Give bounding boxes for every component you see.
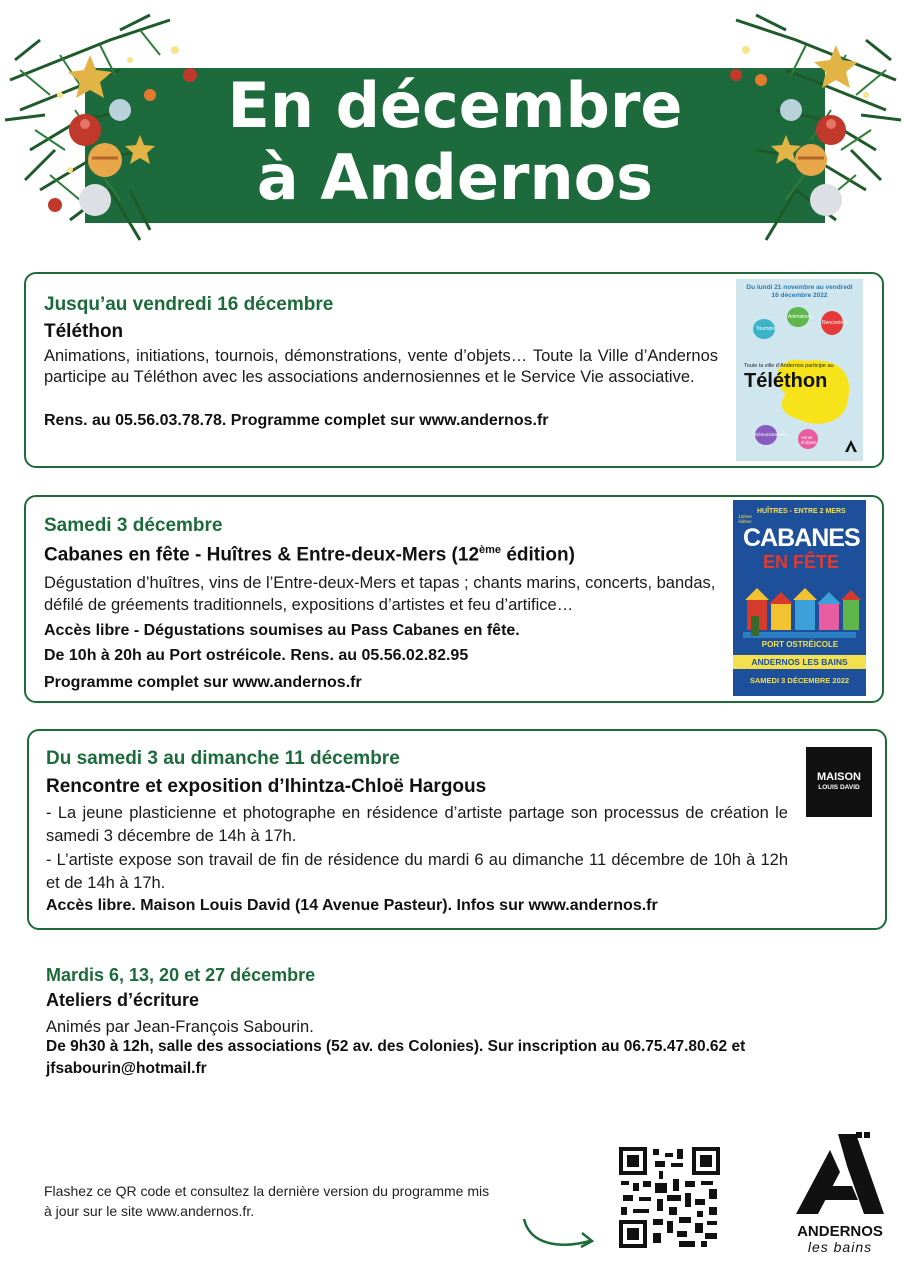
event-description: Dégustation d’huîtres, vins de l’Entre-deux-Mers et tapas ; chants marins, concerts, bandas, défilé de gréements traditionnels, expositions d’artistes et feu d’artifice… xyxy=(44,574,716,614)
poster-blob-label-1: Tournois xyxy=(756,326,775,332)
title-line-2: à Andernos xyxy=(256,141,654,214)
event-description: Animations, initiations, tournois, démonstrations, vente d’objets… Toute la Ville d’Andernos participe au Téléthon avec les associations andernosiennes et le Service Vie associative. xyxy=(44,347,718,386)
logo-line-1: MAISON xyxy=(817,771,861,783)
maison-louis-david-logo xyxy=(806,747,872,817)
qr-code[interactable] xyxy=(619,1147,720,1248)
logo-line-2: LOUIS DAVID xyxy=(818,784,860,791)
poster-dates: Du lundi 21 novembre au vendredi 16 décembre 2022 xyxy=(746,284,853,299)
poster-line2: EN FÊTE xyxy=(762,552,839,572)
event-date: Mardis 6, 13, 20 et 27 décembre xyxy=(46,965,316,985)
andernos-logo-mark xyxy=(790,1128,890,1223)
poster-port: PORT OSTRÉICOLE xyxy=(761,640,839,649)
event-description-exhibition: - L’artiste expose son travail de fin de résidence du mardi 6 au dimanche 11 décembre de 10h à 12h et de 14h à 17h. xyxy=(46,851,788,892)
header-banner xyxy=(0,0,906,250)
event-title xyxy=(44,544,575,566)
event-title-main: Cabanes en fête - Huîtres & Entre-deux-Mers (12 xyxy=(44,544,480,566)
event-info-hours: De 10h à 20h au Port ostréicole. Rens. au 05.56.02.82.95 xyxy=(44,647,469,664)
event-title: Rencontre et exposition d’Ihintza-Chloë Hargous xyxy=(46,776,487,797)
poster-town: ANDERNOS LES BAINS xyxy=(733,655,866,669)
event-title-sup: ème xyxy=(479,544,502,556)
page-title xyxy=(85,70,825,214)
event-title-end: édition) xyxy=(501,544,575,566)
logo-name: ANDERNOS xyxy=(797,1223,883,1240)
arrow-icon xyxy=(520,1215,600,1255)
event-date: Samedi 3 décembre xyxy=(44,515,223,536)
event-info-access: Accès libre - Dégustations soumises au Pass Cabanes en fête. xyxy=(44,622,520,639)
poster-badge: 12ème édition xyxy=(738,514,752,524)
poster-intro: Toute la ville d’Andernos participe au xyxy=(744,363,834,369)
andernos-logo xyxy=(790,1128,890,1258)
event-description-workshop: - La jeune plasticienne et photographe en résidence d’artiste partage son processus de création le samedi 3 décembre de 14h à 17h. xyxy=(46,804,788,845)
poster-blob-label-3: Rencontres xyxy=(822,320,848,326)
poster-date: SAMEDI 3 DÉCEMBRE 2022 xyxy=(749,676,850,685)
event-info-line-2: jfsabourin@hotmail.fr xyxy=(46,1060,207,1077)
telethon-poster xyxy=(736,279,863,461)
logo-tagline: les bains xyxy=(807,1239,873,1255)
qr-instructions-line-2: à jour sur le site www.andernos.fr. xyxy=(44,1203,255,1219)
qr-instructions xyxy=(44,1181,584,1221)
title-line-1: En décembre xyxy=(227,69,683,142)
event-info-line-1: De 9h30 à 12h, salle des associations (52 av. des Colonies). Sur inscription au 06.75.47.80.62 et xyxy=(46,1038,746,1055)
poster-blob-label-4: Démonstrations xyxy=(755,432,787,437)
poster-blob-label-2: Animations xyxy=(788,314,813,320)
event-info-program: Programme complet sur www.andernos.fr xyxy=(44,674,362,691)
event-info: Rens. au 05.56.03.78.78. Programme complet sur www.andernos.fr xyxy=(44,412,549,429)
event-description: Animés par Jean-François Sabourin. xyxy=(46,1018,314,1036)
event-date: Du samedi 3 au dimanche 11 décembre xyxy=(46,748,400,769)
poster-blob-label-5: Vente d’objets xyxy=(801,435,817,445)
poster-top: HUÎTRES - ENTRE 2 MERS xyxy=(757,508,846,515)
andernos-mini-logo xyxy=(844,439,858,453)
poster-line1: CABANES xyxy=(743,524,860,552)
event-title: Téléthon xyxy=(44,321,124,342)
poster-name: Téléthon xyxy=(744,370,828,392)
qr-instructions-line-1: Flashez ce QR code et consultez la dernière version du programme mis xyxy=(44,1183,490,1199)
event-info: Accès libre. Maison Louis David (14 Avenue Pasteur). Infos sur www.andernos.fr xyxy=(46,897,658,914)
event-date: Jusqu’au vendredi 16 décembre xyxy=(44,294,334,315)
cabanes-poster xyxy=(733,500,866,696)
event-title: Ateliers d’écriture xyxy=(46,990,200,1010)
